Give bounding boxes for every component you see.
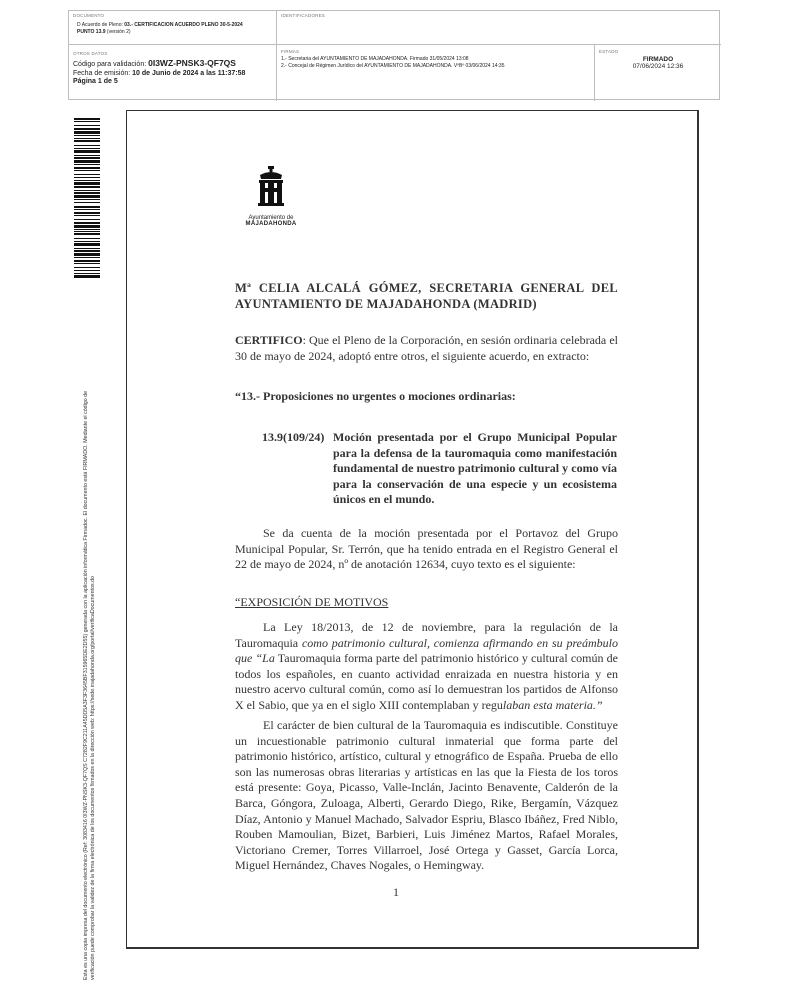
identificadores-cell xyxy=(277,11,721,45)
estado-label: ESTADO xyxy=(599,49,619,54)
otros-datos-cell xyxy=(69,45,277,101)
certifico-label: CERTIFICO xyxy=(235,333,303,347)
logo-line-2: MAJADAHONDA xyxy=(245,221,297,227)
motion-number: 13.9(109/24) xyxy=(262,430,325,444)
document-header xyxy=(68,10,720,100)
page-number: 1 xyxy=(393,885,399,899)
estado-date: 07/06/2024 12:36 xyxy=(632,63,684,70)
side-verification-line-2[interactable]: verificación puede comprobar la validez de la firma electrónica de los documentos firmados en la dirección web: https://sede.majadahonda.org/portal/verificaDocumentos.do xyxy=(90,576,96,980)
coat-of-arms-icon xyxy=(257,166,285,208)
intro-paragraph: Se da cuenta de la moción presentada por el Portavoz del Grupo Municipal Popular, Sr. Terrón, que ha tenido entrada en el Registro General el 22 de mayo de 2024, nº de anotación 12634, cuyo texto es el siguiente: xyxy=(235,526,618,572)
firma-2: 2.- Concejal de Régimen Jurídico del AYUNTAMIENTO DE MAJADAHONDA. VºBº 03/06/2024 14:35 xyxy=(281,62,505,69)
section-heading: “13.- Proposiciones no urgentes o mociones ordinarias: xyxy=(235,389,516,403)
firmas-label: FIRMAS xyxy=(281,49,300,54)
documento-name: D Acuerdo de Pleno: 03.- CERTIFICACION ACUERDO PLENO 30-5-2024 PUNTO 13.9 (versión 2) xyxy=(77,22,243,35)
side-verification-line-1: Esta es una copia impresa del documento electrónico (Ref: 3083416 0I3WZ-PNSK3-QF7QS C7282F9C211A45DD5A3F3F3645BF315965DE2D55) generada con la aplicación informática Firmadoc. El documento está FIRMADO. Mediante el código de xyxy=(83,390,89,980)
estado-cell xyxy=(595,45,721,101)
documento-label: DOCUMENTO xyxy=(73,13,105,18)
ayuntamiento-logo xyxy=(238,166,304,227)
barcode xyxy=(74,118,100,278)
firma-1: 1.- Secretaria del AYUNTAMIENTO DE MAJADAHONDA. Firmado 31/05/2024 13:08 xyxy=(281,56,469,62)
paragraph-2: El carácter de bien cultural de la Tauromaquia es indiscutible. Constituye un incuestionable patrimonio cultural inmaterial que forma parte del patrimonio histórico, artístico, cultural y etnográfico de España. Prueba de ello son las numerosas obras literarias y artísticas en las que la Fiesta de los toros está presente: Goya, Picasso, Valle-Inclán, Jacinto Benavente, Calderón de la Barca, Góngora, Zuloaga, Alberti, Gerardo Diego, Rike, Bergamín, Vázquez Díaz, Antonio y Manuel Machado, Salvador Espriu, Blasco Ibáñez, Fred Niblo, Rouben Mamoulian, Bizet, Barbieri, Luis Jiménez Martos, Rafael Morales, Victoriano Cremer, Torres Villarroel, José Ortega y Gasset, García Lorca, Miguel Hernández, Chaves Nogales, o Hemingway. xyxy=(235,718,618,873)
identificadores-label: IDENTIFICADORES xyxy=(281,13,326,18)
logo-line-1: Ayuntamiento de xyxy=(248,215,294,221)
validation-code[interactable]: Código para validación: 0I3WZ-PNSK3-QF7QS xyxy=(73,58,236,68)
motion-title: Moción presentada por el Grupo Municipal Popular para la defensa de la tauromaquia como manifestación fundamental de nuestro patrimonio cultural y como vía para la conservación de una especie y un ecosistema únicos en el mundo. xyxy=(333,430,617,507)
emission-date: Fecha de emisión: 10 de Junio de 2024 a las 11:37:58 xyxy=(73,69,246,77)
otros-datos-label: OTROS DATOS xyxy=(73,51,108,56)
document-title: Mª CELIA ALCALÁ GÓMEZ, SECRETARIA GENERAL DEL AYUNTAMIENTO DE MAJADAHONDA (MADRID) xyxy=(235,281,618,311)
page-count: Página 1 de 5 xyxy=(73,78,118,85)
documento-cell xyxy=(69,11,277,45)
estado-value: FIRMADO xyxy=(642,56,674,63)
firmas-cell xyxy=(277,45,595,101)
certifico-paragraph: CERTIFICO: Que el Pleno de la Corporación, en sesión ordinaria celebrada el 30 de mayo de 2024, adoptó entre otros, el siguiente acuerdo, en extracto: xyxy=(235,333,618,363)
paragraph-1: La Ley 18/2013, de 12 de noviembre, para la regulación de la Tauromaquia como patrimonio cultural, comienza afirmando en su preámbulo que “La Tauromaquia forma parte del patrimonio histórico y cultural común de todos los españoles, en cuanto actividad enraizada en nuestra historia y en nuestro acervo cultural común, como así lo demuestran los partidos de Alfonso X el Sabio, que ya en el siglo XIII contemplaban y regulaban esta materia.” xyxy=(235,620,618,712)
exposicion-heading: “EXPOSICIÓN DE MOTIVOS xyxy=(235,595,389,609)
